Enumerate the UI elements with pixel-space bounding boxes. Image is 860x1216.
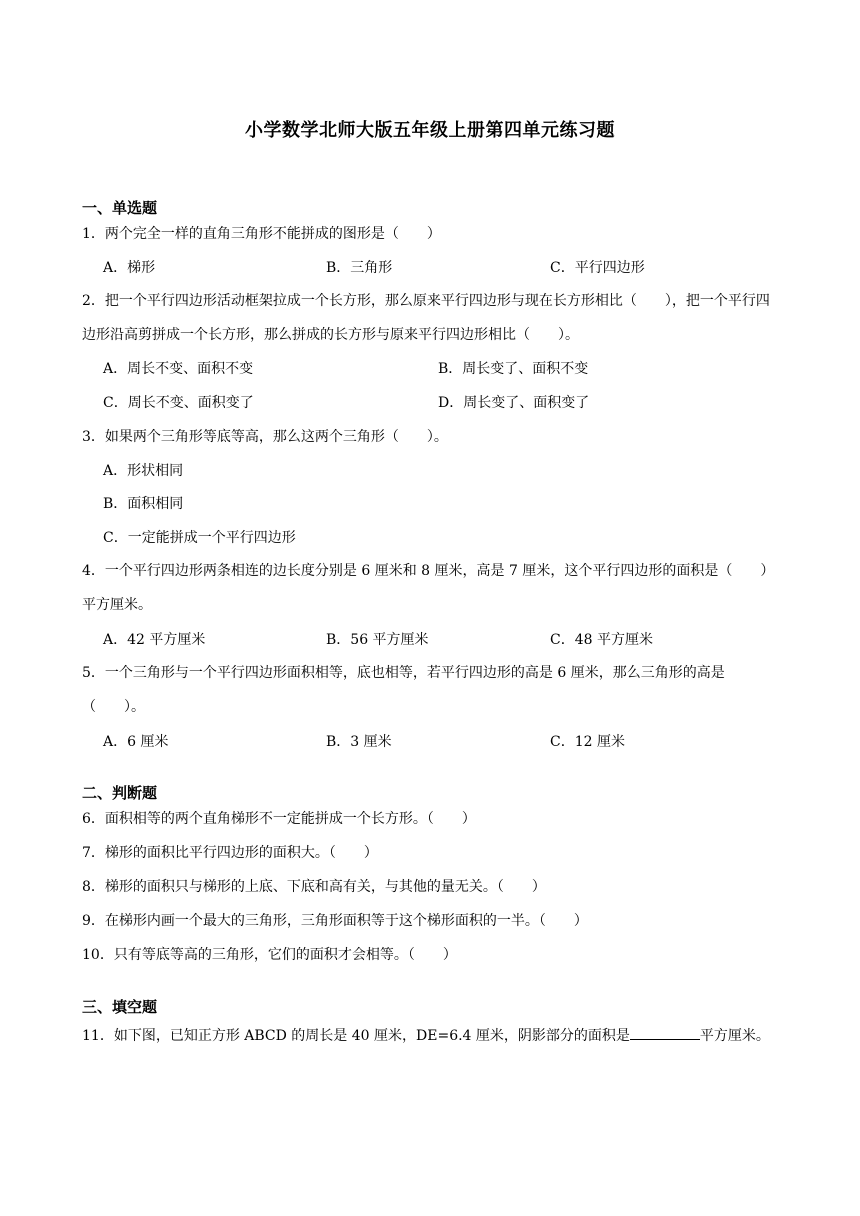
question-5-stem: 5．一个三角形与一个平行四边形面积相等，底也相等，若平行四边形的高是 6 厘米，那么三角形的高是（ ）。	[82, 665, 725, 715]
question-7-stem: 7．梯形的面积比平行四边形的面积大。（ ）	[82, 845, 378, 861]
question-11-stem	[82, 1019, 782, 1053]
question-1-option-b: B．三角形	[326, 260, 393, 276]
question-1-stem: 1．两个完全一样的直角三角形不能拼成的图形是（ ）	[82, 226, 441, 242]
question-10-stem: 10．只有等底等高的三角形，它们的面积才会相等。（ ）	[82, 947, 457, 963]
question-2-option-d: D．周长变了、面积变了	[438, 395, 590, 411]
question-2-option-c: C．周长不变、面积变了	[103, 395, 254, 411]
question-8-stem: 8．梯形的面积只与梯形的上底、下底和高有关，与其他的量无关。（ ）	[82, 879, 546, 895]
question-3-stem: 3．如果两个三角形等底等高，那么这两个三角形（ ）。	[82, 429, 448, 445]
question-4-option-b: B．56 平方厘米	[326, 632, 429, 648]
question-1-option-a: A．梯形	[103, 260, 156, 276]
question-2-stem: 2．把一个平行四边形活动框架拉成一个长方形，那么原来平行四边形与现在长方形相比（ ），把一个平行四边形沿高剪拼成一个长方形，那么拼成的长方形与原来平行四边形相比（ ）。	[82, 293, 770, 343]
section-heading-fill-blank: 三、填空题	[82, 998, 158, 1016]
question-5-option-c: C．12 厘米	[550, 734, 625, 750]
question-11-text: 11．如下图，已知正方形 ABCD 的周长是 40 厘米，DE=6.4 厘米，阴影部分的面积是	[82, 1028, 630, 1044]
page-title: 小学数学北师大版五年级上册第四单元练习题	[245, 120, 615, 141]
question-4-stem: 4．一个平行四边形两条相连的边长度分别是 6 厘米和 8 厘米，高是 7 厘米，这个平行四边形的面积是（ ）平方厘米。	[82, 563, 775, 613]
question-5-option-a: A．6 厘米	[103, 734, 169, 750]
question-9-stem: 9．在梯形内画一个最大的三角形，三角形面积等于这个梯形面积的一半。（ ）	[82, 913, 588, 929]
question-11-unit: 平方厘米。	[699, 1028, 770, 1044]
section-heading-single-choice: 一、单选题	[82, 199, 158, 217]
question-4-option-c: C．48 平方厘米	[550, 632, 653, 648]
question-3-option-b: B．面积相同	[103, 496, 184, 512]
question-3-option-c: C．一定能拼成一个平行四边形	[103, 530, 296, 546]
question-2-option-a: A．周长不变、面积不变	[103, 361, 254, 377]
question-4-option-a: A．42 平方厘米	[103, 632, 206, 648]
question-6-stem: 6．面积相等的两个直角梯形不一定能拼成一个长方形。（ ）	[82, 811, 476, 827]
answer-blank[interactable]	[630, 1023, 700, 1040]
section-heading-true-false: 二、判断题	[82, 784, 158, 802]
question-5-option-b: B．3 厘米	[326, 734, 392, 750]
question-2-option-b: B．周长变了、面积不变	[438, 361, 589, 377]
question-1-option-c: C．平行四边形	[550, 260, 645, 276]
question-3-option-a: A．形状相同	[103, 463, 184, 479]
